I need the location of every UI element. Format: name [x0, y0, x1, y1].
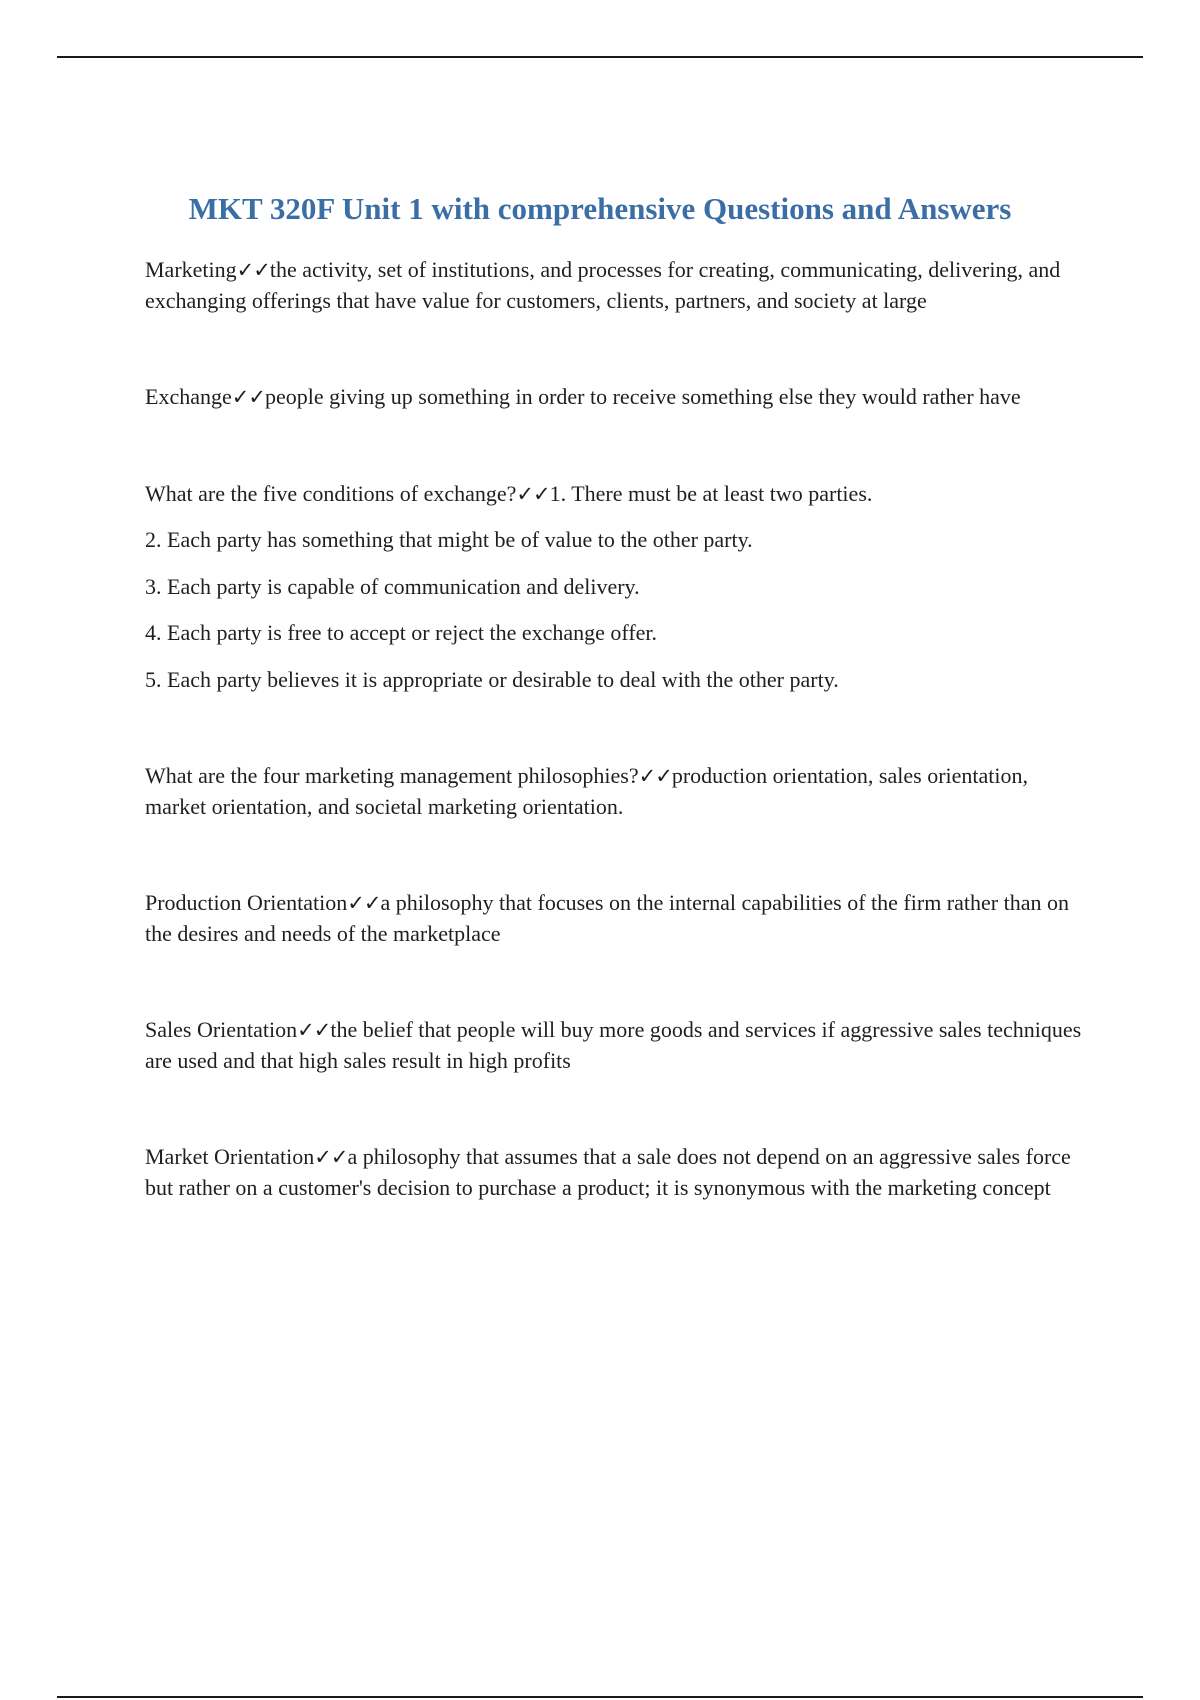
double-check-icon: ✓✓ — [516, 481, 550, 506]
qa-item-market-orientation — [145, 1142, 1090, 1203]
qa-item-production-orientation — [145, 888, 1090, 949]
double-check-icon: ✓✓ — [236, 258, 270, 282]
qa-answer: a philosophy that focuses on the internal capabilities of the firm rather than on the desires and needs of the marketplace — [145, 890, 1069, 946]
qa-answer: the activity, set of institutions, and processes for creating, communicating, delivering, and exchanging offerings that have value for customers, clients, partners, and society at large — [145, 257, 1061, 313]
double-check-icon: ✓✓ — [231, 385, 265, 409]
bottom-rule — [57, 1696, 1143, 1698]
qa-answer-line: 5. Each party believes it is appropriate or desirable to deal with the other party. — [145, 666, 839, 692]
qa-answer: people giving up something in order to receive something else they would rather have — [264, 384, 1021, 409]
qa-answer: the belief that people will buy more goods and services if aggressive sales techniques are used and that high sales result in high profits — [145, 1017, 1082, 1073]
qa-answer: production orientation, sales orientation, market orientation, and societal marketing orientation. — [145, 763, 1029, 819]
qa-item-exchange — [145, 382, 1090, 413]
qa-item-marketing — [145, 255, 1090, 316]
qa-item-conditions-of-exchange — [145, 479, 1090, 696]
page-title: MKT 320F Unit 1 with comprehensive Questions and Answers — [188, 190, 1012, 226]
qa-answer: 1. There must be at least two parties. — [549, 480, 873, 506]
qa-term: Marketing — [145, 257, 237, 282]
qa-item-sales-orientation — [145, 1015, 1090, 1076]
qa-term: Exchange — [145, 384, 232, 409]
qa-term: What are the four marketing management philosophies? — [145, 763, 639, 788]
qa-answer-line: 3. Each party is capable of communication and delivery. — [145, 573, 640, 599]
double-check-icon: ✓✓ — [314, 1145, 348, 1169]
qa-answer-line: 2. Each party has something that might be of value to the other party. — [145, 527, 753, 552]
qa-term: What are the five conditions of exchange? — [145, 480, 517, 506]
qa-list — [145, 255, 1090, 1269]
qa-item-management-philosophies — [145, 761, 1090, 822]
double-check-icon: ✓✓ — [347, 891, 381, 915]
top-rule — [57, 56, 1143, 58]
double-check-icon: ✓✓ — [638, 764, 672, 788]
qa-term: Market Orientation — [145, 1144, 315, 1169]
qa-answer-line: 4. Each party is free to accept or reject the exchange offer. — [145, 620, 658, 645]
double-check-icon: ✓✓ — [297, 1018, 331, 1042]
qa-term: Production Orientation — [145, 890, 348, 915]
qa-term: Sales Orientation — [145, 1017, 298, 1042]
qa-answer: a philosophy that assumes that a sale does not depend on an aggressive sales force but rather on a customer's decision to purchase a product; it is synonymous with the marketing concept — [145, 1144, 1071, 1200]
